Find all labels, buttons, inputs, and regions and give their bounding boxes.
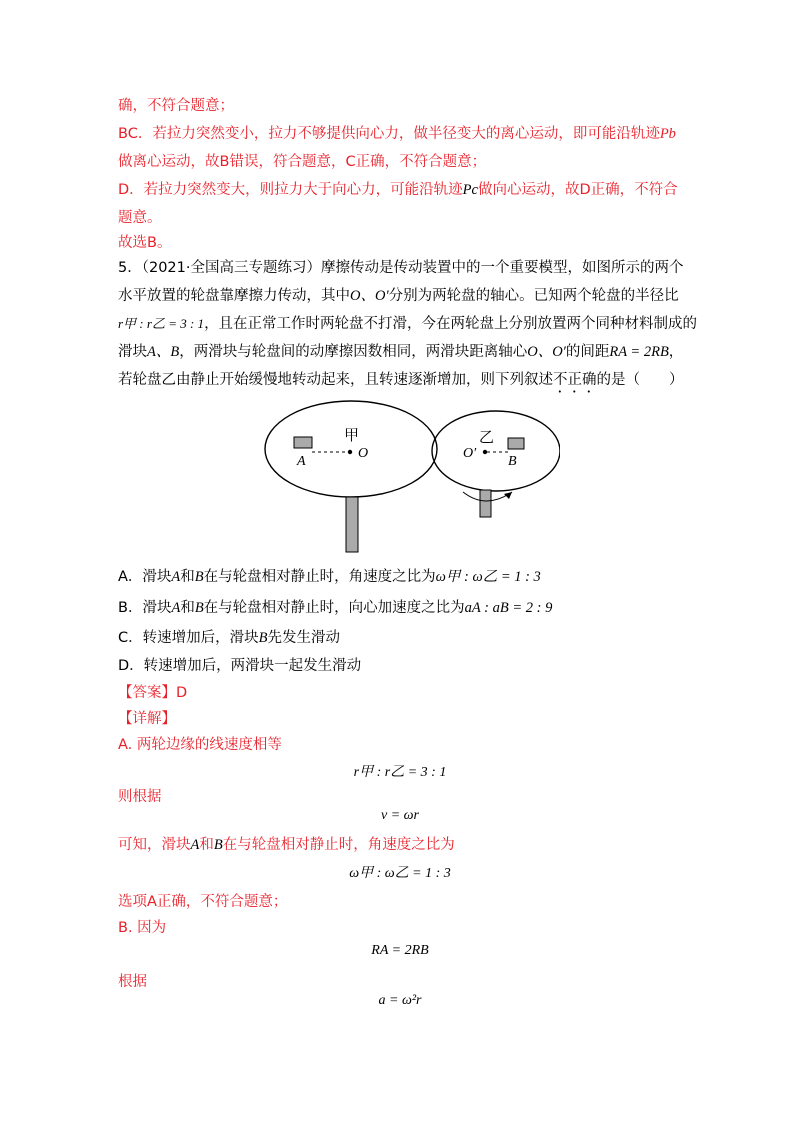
label-op: O′ [463,446,477,461]
answer-label: 【答案】D [118,685,188,701]
question-line-5: 若轮盘乙由静止开始缓慢地转动起来，且转速逐渐增加，则下列叙述不正确的是（ ） [118,372,684,388]
option-d: D．转速增加后，两滑块一起发生滑动 [118,658,362,674]
detail-omega-line: 可知，滑块A和B在与轮盘相对静止时，角速度之比为 [118,837,455,853]
detail-a-line: A. 两轮边缘的线速度相等 [118,737,282,753]
prev-line-4: D．若拉力突然变大，则拉力大于向心力，可能沿轨迹Pc做向心运动，故D正确，不符合 [118,182,678,198]
prev-line-1: 确，不符合题意； [118,98,234,114]
option-a: A．滑块A和B在与轮盘相对静止时，角速度之比为ω甲 : ω乙 = 1 : 3 [118,569,541,585]
detail-according-line: 根据 [118,974,147,990]
question-line-1: 5．（2021·全国高三专题练习）摩擦传动是传动装置中的一个重要模型，如图所示的两个 [118,260,684,276]
prev-line-6: 故选B。 [118,235,172,251]
equation-radius-relation: RA = 2RB [371,943,429,958]
axis-point-op [483,450,487,454]
label-b: B [508,454,517,469]
detail-b-line: B. 因为 [118,920,167,936]
equation-omega-ratio: ω甲 : ω乙 = 1 : 3 [349,866,451,881]
question-line-3: r甲 : r乙 = 3 : 1，且在正常工作时两轮盘不打滑，今在两轮盘上分别放置两个同种材料制成的 [118,316,698,332]
option-c: C．转速增加后，滑块B先发生滑动 [118,630,340,646]
shaft-yi [480,490,491,517]
axis-point-o [348,450,352,454]
detail-a-correct-line: 选项A正确，不符合题意； [118,894,288,910]
equation-v-omega-r: v = ωr [381,808,419,823]
label-a: A [297,454,306,469]
wheel-yi [432,411,560,491]
prev-line-3: 做离心运动，故B错误，符合题意，C正确，不符合题意； [118,154,487,170]
label-o: O [358,446,369,461]
equation-centripetal: a = ω²r [378,993,422,1008]
detail-then-line: 则根据 [118,789,162,805]
prev-line-5: 题意。 [118,210,162,226]
prev-line-2: BC．若拉力突然变小，拉力不够提供向心力，做半径变大的离心运动，即可能沿轨迹Pb [118,126,676,142]
equation-radius-ratio: r甲 : r乙 = 3 : 1 [353,765,447,780]
slider-b [508,438,524,449]
question-line-4: 滑块A、B，两滑块与轮盘间的动摩擦因数相同，两滑块距离轴心O、O′的间距RA = 2RB， [118,344,684,360]
question-line-2: 水平放置的轮盘靠摩擦力传动，其中O、O′分别为两轮盘的轴心。已知两个轮盘的半径比 [118,288,679,304]
option-b: B．滑块A和B在与轮盘相对静止时，向心加速度之比为aA : aB = 2 : 9 [118,600,553,616]
label-yi: 乙 [479,430,495,446]
friction-drive-figure [260,398,560,556]
slider-a [294,437,312,448]
label-jia: 甲 [344,428,360,444]
wheel-jia [265,401,437,497]
shaft-jia [346,497,358,552]
detail-label: 【详解】 [118,711,176,727]
